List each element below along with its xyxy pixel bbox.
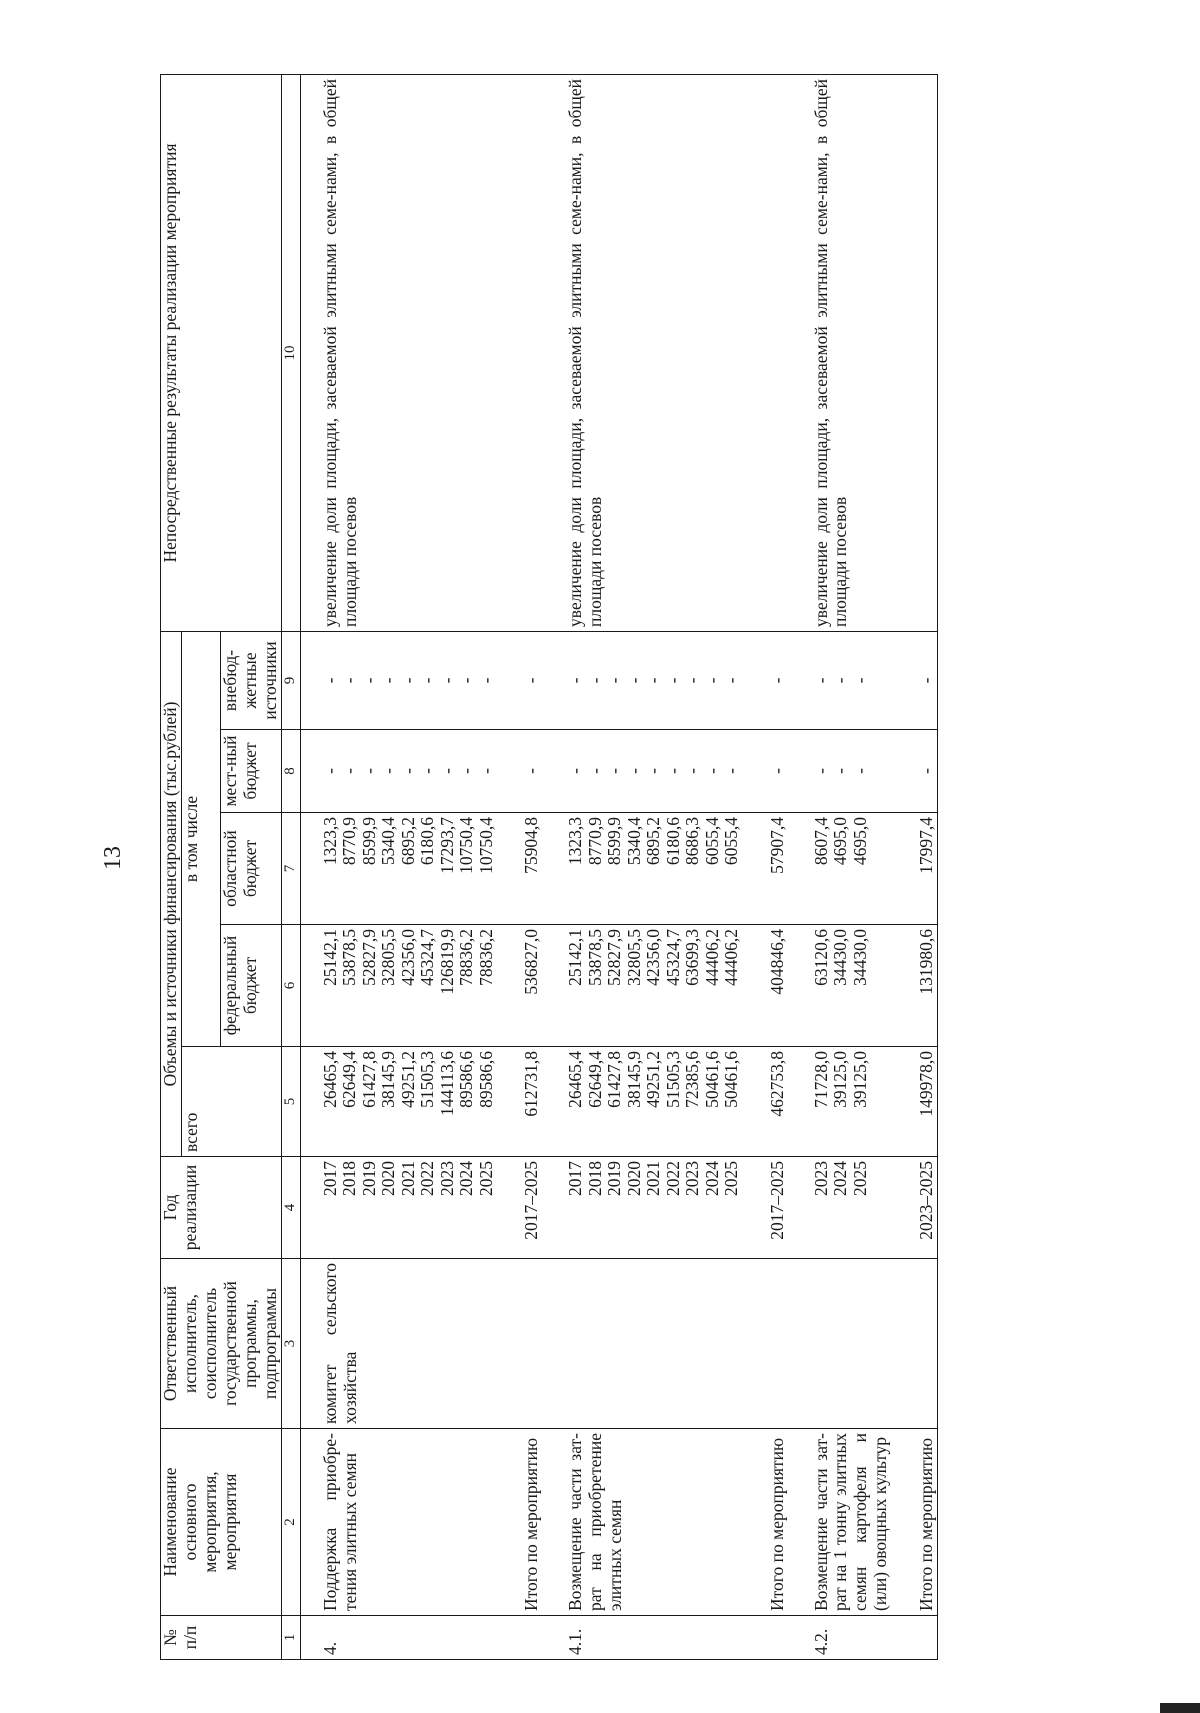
- value: 63699,3: [682, 929, 703, 986]
- total-label: Итого по мероприятию: [496, 1429, 542, 1616]
- value: -: [475, 677, 496, 684]
- value: 34430,0: [830, 929, 850, 986]
- value: -: [662, 768, 683, 774]
- local-values: [300, 730, 496, 813]
- value: 10750,4: [456, 817, 477, 874]
- year: 2025: [475, 1161, 496, 1196]
- value: -: [682, 768, 703, 774]
- value: -: [339, 677, 360, 684]
- local-sum: -: [891, 730, 937, 813]
- value: -: [378, 677, 399, 684]
- year: 2017: [565, 1161, 586, 1196]
- regional-sum: 57907,4: [742, 813, 788, 925]
- value: 42356,0: [397, 929, 418, 986]
- value: 8599,9: [358, 817, 379, 866]
- value: 62649,4: [584, 1051, 605, 1108]
- value: 78836,2: [475, 929, 496, 986]
- year: 2018: [584, 1161, 605, 1196]
- header-col-num: № п/п: [161, 1616, 282, 1660]
- value: 25142,1: [319, 929, 340, 986]
- year: 2022: [417, 1161, 438, 1196]
- value: 144113,6: [436, 1051, 457, 1116]
- value: 126819,9: [436, 929, 457, 995]
- header-offbudget: внебюд-жетные источники: [220, 631, 281, 729]
- value: 63120,6: [810, 929, 831, 986]
- value: 45324,7: [662, 929, 683, 986]
- result-text: увеличение доли площади, засеваемой элитными семе-нами, в общей площади посевов: [300, 74, 496, 631]
- value: -: [417, 677, 438, 684]
- regional-values: [300, 813, 496, 925]
- regional-values: [542, 813, 742, 925]
- year: 2023: [810, 1161, 831, 1196]
- measure-name: Возмещение части зат-рат на 1 тонну элитных семян картофеля и (или) овощных культур: [788, 1429, 892, 1616]
- year: 2024: [701, 1161, 722, 1196]
- year: 2023: [682, 1161, 703, 1196]
- value: -: [397, 768, 418, 774]
- years-list: [300, 1157, 496, 1259]
- local-values: [788, 730, 892, 813]
- federal-sum: 404846,4: [742, 925, 788, 1047]
- value: 51505,3: [417, 1051, 438, 1108]
- value: 8686,3: [682, 817, 703, 866]
- header-col-results: Непосредственные результаты реализации мероприятия: [161, 74, 282, 631]
- page-number: 13: [100, 846, 126, 870]
- value: -: [701, 768, 722, 774]
- federal-sum: 131980,6: [891, 925, 937, 1047]
- years-list: [542, 1157, 742, 1259]
- value: 38145,9: [378, 1051, 399, 1108]
- regional-sum: 75904,8: [496, 813, 542, 925]
- column-number: 8: [281, 730, 300, 813]
- measure-name: Возмещение части зат-рат на приобретение элитных семян: [542, 1429, 742, 1616]
- result-text: увеличение доли площади, засеваемой элитными семе-нами, в общей площади посевов: [788, 74, 892, 631]
- offbudget-sum: -: [742, 631, 788, 729]
- regional-values: [788, 813, 892, 925]
- table-row-total: [496, 74, 542, 1659]
- header-col-executor: Ответственный исполнитель, соисполнитель государственной программы, подпрограммы: [161, 1259, 282, 1429]
- value: -: [830, 677, 850, 684]
- years-range: 2023–2025: [891, 1157, 937, 1259]
- value: -: [397, 677, 418, 684]
- table-row-total: [742, 74, 788, 1659]
- year: 2024: [456, 1161, 477, 1196]
- total-sum: 149978,0: [891, 1047, 937, 1157]
- value: 44406,2: [721, 929, 742, 986]
- value: 49251,2: [643, 1051, 664, 1108]
- value: -: [830, 768, 850, 774]
- federal-values: [542, 925, 742, 1047]
- value: 34430,0: [849, 929, 870, 986]
- value: 26465,4: [319, 1051, 340, 1108]
- header-col-name: Наименование основного мероприятия, мероприятия: [161, 1429, 282, 1616]
- column-number: 6: [281, 925, 300, 1047]
- total-values: [788, 1047, 892, 1157]
- value: -: [436, 768, 457, 774]
- total-values: [300, 1047, 496, 1157]
- value: -: [604, 768, 625, 774]
- value: -: [584, 677, 605, 684]
- value: 6180,6: [662, 817, 683, 866]
- value: 6895,2: [643, 817, 664, 866]
- value: 6055,4: [701, 817, 722, 866]
- federal-values: [788, 925, 892, 1047]
- value: 1323,3: [565, 817, 586, 866]
- total-sum: 462753,8: [742, 1047, 788, 1157]
- value: -: [604, 677, 625, 684]
- value: 53878,5: [584, 929, 605, 986]
- executor-name: комитет сельского хозяйства: [300, 1259, 496, 1429]
- years-list: [788, 1157, 892, 1259]
- header-local: мест-ный бюджет: [220, 730, 281, 813]
- value: 8599,9: [604, 817, 625, 866]
- value: 6895,2: [397, 817, 418, 866]
- value: -: [456, 677, 477, 684]
- year: 2021: [643, 1161, 664, 1196]
- value: 62649,4: [339, 1051, 360, 1108]
- offbudget-sum: -: [496, 631, 542, 729]
- years-range: 2017–2025: [742, 1157, 788, 1259]
- column-number: 3: [281, 1259, 300, 1429]
- value: 4695,0: [830, 817, 850, 866]
- value: 72385,6: [682, 1051, 703, 1108]
- total-label: Итого по мероприятию: [742, 1429, 788, 1616]
- value: -: [378, 768, 399, 774]
- column-number: 10: [281, 74, 300, 631]
- value: 32805,5: [378, 929, 399, 986]
- value: 49251,2: [397, 1051, 418, 1108]
- year: 2018: [339, 1161, 360, 1196]
- row-number: 4.: [300, 1616, 496, 1660]
- year: 2023: [436, 1161, 457, 1196]
- total-sum: 612731,8: [496, 1047, 542, 1157]
- value: -: [721, 677, 742, 684]
- table-row: [542, 74, 742, 1659]
- value: 45324,7: [417, 929, 438, 986]
- table-row: [788, 74, 892, 1659]
- year: 2025: [849, 1161, 870, 1196]
- column-number: 9: [281, 631, 300, 729]
- column-number: 5: [281, 1047, 300, 1157]
- value: 32805,5: [623, 929, 644, 986]
- value: 51505,3: [662, 1051, 683, 1108]
- table-body: [300, 74, 938, 1659]
- column-number: 7: [281, 813, 300, 925]
- year: 2020: [623, 1161, 644, 1196]
- local-values: [542, 730, 742, 813]
- value: -: [565, 768, 586, 774]
- column-number: 4: [281, 1157, 300, 1259]
- table-row: [300, 74, 496, 1659]
- value: -: [682, 677, 703, 684]
- value: 53878,5: [339, 929, 360, 986]
- header-regional: областной бюджет: [220, 813, 281, 925]
- offbudget-values: [788, 631, 892, 729]
- value: -: [584, 768, 605, 774]
- value: -: [810, 768, 831, 774]
- value: -: [721, 768, 742, 774]
- value: -: [623, 768, 644, 774]
- value: 52827,9: [358, 929, 379, 986]
- value: -: [339, 768, 360, 774]
- value: 17293,7: [436, 817, 457, 874]
- year: 2019: [358, 1161, 379, 1196]
- value: 38145,9: [623, 1051, 644, 1108]
- row-number: 4.1.: [542, 1616, 742, 1660]
- year: 2017: [319, 1161, 340, 1196]
- value: 25142,1: [565, 929, 586, 986]
- value: 78836,2: [456, 929, 477, 986]
- value: 6055,4: [721, 817, 742, 866]
- value: -: [849, 677, 870, 684]
- year: 2020: [378, 1161, 399, 1196]
- offbudget-values: [542, 631, 742, 729]
- funding-table: [160, 74, 938, 1660]
- value: -: [623, 677, 644, 684]
- value: 10750,4: [475, 817, 496, 874]
- federal-values: [300, 925, 496, 1047]
- total-values: [542, 1047, 742, 1157]
- value: 1323,3: [319, 817, 340, 866]
- federal-sum: 536827,0: [496, 925, 542, 1047]
- value: -: [319, 677, 340, 684]
- column-number: 1: [281, 1616, 300, 1660]
- table-header: [161, 74, 301, 1659]
- header-column-numbers: [281, 74, 300, 1659]
- value: 5340,4: [623, 817, 644, 866]
- value: -: [810, 677, 831, 684]
- scan-edge-mark: [1160, 1703, 1200, 1713]
- local-sum: -: [742, 730, 788, 813]
- row-number: 4.2.: [788, 1616, 892, 1660]
- value: 89586,6: [456, 1051, 477, 1108]
- offbudget-sum: -: [891, 631, 937, 729]
- year: 2025: [721, 1161, 742, 1196]
- value: -: [643, 768, 664, 774]
- value: 5340,4: [378, 817, 399, 866]
- table-row-total: [891, 74, 937, 1659]
- value: 26465,4: [565, 1051, 586, 1108]
- value: 89586,6: [475, 1051, 496, 1108]
- value: 50461,6: [721, 1051, 742, 1108]
- value: 50461,6: [701, 1051, 722, 1108]
- value: -: [358, 677, 379, 684]
- years-range: 2017–2025: [496, 1157, 542, 1259]
- header-including: в том числе: [181, 631, 220, 1046]
- value: -: [436, 677, 457, 684]
- value: 71728,0: [810, 1051, 831, 1108]
- header-total: всего: [181, 1047, 281, 1157]
- value: -: [456, 768, 477, 774]
- year: 2019: [604, 1161, 625, 1196]
- header-federal: федеральный бюджет: [220, 925, 281, 1047]
- value: 8770,9: [584, 817, 605, 866]
- value: -: [475, 768, 496, 774]
- rotated-table-container: [160, 75, 1040, 1660]
- local-sum: -: [496, 730, 542, 813]
- value: -: [358, 768, 379, 774]
- year: 2024: [830, 1161, 850, 1196]
- value: -: [319, 768, 340, 774]
- value: 52827,9: [604, 929, 625, 986]
- column-number: 2: [281, 1429, 300, 1616]
- value: 42356,0: [643, 929, 664, 986]
- value: 8770,9: [339, 817, 360, 866]
- value: 39125,0: [830, 1051, 850, 1108]
- total-label: Итого по мероприятию: [891, 1429, 937, 1616]
- value: 44406,2: [701, 929, 722, 986]
- value: 6180,6: [417, 817, 438, 866]
- offbudget-values: [300, 631, 496, 729]
- value: -: [565, 677, 586, 684]
- value: -: [643, 677, 664, 684]
- value: -: [417, 768, 438, 774]
- value: -: [849, 768, 870, 774]
- value: 4695,0: [849, 817, 870, 866]
- value: -: [701, 677, 722, 684]
- value: 61427,8: [358, 1051, 379, 1108]
- value: 61427,8: [604, 1051, 625, 1108]
- header-funding-group: Объемы и источники финансирования (тыс.рублей): [161, 631, 182, 1156]
- value: 39125,0: [849, 1051, 870, 1108]
- header-col-year: Год реализации: [161, 1157, 282, 1259]
- result-text: увеличение доли площади, засеваемой элитными семе-нами, в общей площади посевов: [542, 74, 742, 631]
- value: -: [662, 677, 683, 684]
- measure-name: Поддержка приобре-тения элитных семян: [300, 1429, 496, 1616]
- regional-sum: 17997,4: [891, 813, 937, 925]
- year: 2022: [662, 1161, 683, 1196]
- value: 8607,4: [810, 817, 831, 866]
- year: 2021: [397, 1161, 418, 1196]
